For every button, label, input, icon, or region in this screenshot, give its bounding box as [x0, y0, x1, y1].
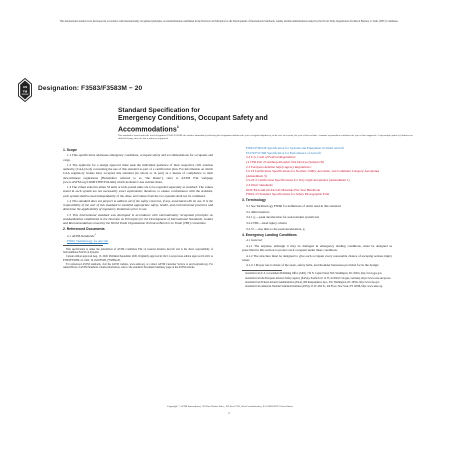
issue-note: This standard is issued under the fixed designation F3583/F3583M; the number immediately following the designation indicates the year of original adoption or, in the case of revision, the year of last revision. A number in parentheses indicates the year of last reapproval. A superscript epsilon (ε) indicates an editorial change since the last revision or reapproval.	[118, 134, 413, 141]
footnote-7: Available from American National Standards Institute (ANSI), 25 W. 43rd St., 4th Floor, New York, NY 10036, http://www.ansi.org.	[245, 285, 383, 289]
reference-item[interactable]: F3061-23 Standard Specifications for Safety Photographic Print	[246, 192, 330, 197]
footnote-4: Available from U.S. Government Publishing Office (GPO), 732 N. Capitol Street NW, Washington, DC 20401, http://www.gpo.gov.	[245, 272, 383, 276]
reference-item[interactable]: CS-23.3 Certification Specifications for Very Light Aeroplanes (Amendment 1)	[246, 178, 350, 183]
paragraph-1-4: 1.4 This standard does not purport to address all of the safety concerns, if any, associated with its use. It is the responsibility of the user of this standard to establish appropriate safety, health, and environmental practices and determine the applicability of regulatory limitations prior to use.	[63, 199, 213, 212]
paragraph-4-1-1: 4.1.1 The airplane, although it may be damaged in emergency landing conditions, must be designed as prescribed in this section to protect each occupant under these conditions.	[242, 243, 392, 252]
footnote-2: Current edition approved Aug. 15, 2020. Published September 2020. Originally approved in 2021. Last previous edition approved in 2021 as F3583/F3583M–21. DOI: 10.1520/F3583_F3583M-20.	[63, 255, 213, 262]
reference-subheading: 2.3 European Aviation Safety Agency Regulations:	[246, 164, 312, 169]
astm-standards-subheading: 2.1 ASTM Standards:$^2$	[67, 232, 97, 238]
reference-subheading: 2.4 Other Standards:	[246, 182, 274, 187]
title-line-2: Emergency Conditions, Occupant Safety and	[118, 115, 268, 122]
reference-item[interactable]: F3179/F3179M Specification for Performance of Aircraft	[246, 150, 321, 155]
reference-subheading: 2.2 U.S. Code of Federal Regulations:	[246, 155, 297, 160]
svg-text:TM: TM	[22, 89, 28, 94]
svg-text:AS: AS	[22, 85, 28, 90]
footnote-divider	[242, 270, 282, 271]
reference-item[interactable]: F3061/F3061M Specification for Systems and Equipment in Small Aircraft	[246, 146, 344, 150]
paragraph-4-1-2: 4.1.2 The structure must be designed to give each occupant every reasonable chance of escaping serious injury when:	[242, 253, 392, 262]
paragraph-1-5: 1.5 This international standard was developed in accordance with internationally recognized principles on standardization established in the Decision on Principles for the Development of International Standards, Guides and Recommendations issued by the World Trade Organization Technical Barriers to Trade (TBT) Committee.	[63, 213, 213, 226]
left-column	[63, 146, 213, 271]
title-line-3: Accommodations$^1$	[118, 124, 179, 134]
astm-logo-icon	[18, 78, 32, 102]
section-1-heading: 1. Scope	[63, 148, 77, 152]
designation: Designation: F3583/F3583M − 20	[38, 85, 143, 92]
standard-title	[118, 107, 418, 135]
paragraph-1-3: 1.3 The values stated in either SI units or inch-pound units are to be regarded separately as standard. The values stated in each system are not necessarily exact equivalents; therefore, to ensure conformance with the standard, each system shall be used independently of the other, and values from the two systems shall not be combined.	[63, 185, 213, 198]
reference-item[interactable]: DOT/FAA/AR-00 Aircraft Materials Fire Test Handbook	[246, 187, 321, 192]
paragraph-3-2-1: 3.2.1 gₓ—peak deceleration for seat/restraint system test	[246, 215, 320, 220]
footnote-divider	[63, 245, 103, 246]
paragraph-4-1-2-1: 4.1.2.1 Proper use is made of the seats, safety belts, and shoulder harnesses provided for in the design;	[246, 263, 380, 268]
paragraph-3-1: 3.1 See Terminology F3060 for definitions of terms used in this standard.	[246, 203, 342, 208]
right-column	[242, 146, 392, 290]
section-2-heading: 2. Referenced Documents	[63, 227, 105, 232]
reference-item[interactable]: CS 23 Certification Specifications for Normal, Utility, Aerobatic, and Commuter Category Aeroplanes (Amendment 3)	[246, 169, 380, 178]
footnote-6: Available from Federal Aviation Administration (FAA), 800 Independence Ave., SW, Washington, DC 20591, http://www.faa.gov.	[245, 281, 380, 284]
paragraph-1-1: 1.1 This specification addresses emergency conditions, occupant safety and accommodations for occupants and cargo.	[63, 153, 213, 162]
section-4-heading: 4. Emergency Landing Conditions	[242, 232, 297, 237]
footnote-1: This specification is under the jurisdiction of ASTM Committee F44 on General Aviation Aircraft and is the direct responsibility of Subcommittee F44.50 on Systems.	[63, 247, 213, 254]
paragraph-3-2: 3.2 Abbreviations:	[246, 209, 271, 214]
title-footnote-mark: 1	[176, 124, 179, 130]
title-line-1: Standard Specification for	[118, 107, 201, 114]
standards-notice: This international standard was developed in accordance with internationally recognized principles on standardization established in the Decision on Principles for the Development of International Standards, Guides and Recommendations issued by the World Trade Organization Technical Barriers to Trade (TBT) Committee.	[59, 20, 399, 23]
footnote-5: Available from the European Aviation Safety Agency (EASA), Postfach 10 12 53, D-50452 Cologne, Germany, https://www.easa.europa.eu/.	[245, 276, 392, 280]
copyright-line: Copyright © ASTM International, 100 Barr Harbor Drive, PO Box C700, West Conshohocken, PA 19428-2959. United States	[167, 405, 293, 408]
reference-item[interactable]: 14 CFR Part 23 Anthropomorphic Test Devices (Subpart B)	[246, 160, 324, 165]
footnote-3: For referenced ASTM standards, visit the ASTM website, www.astm.org, or contact ASTM Customer Service at service@astm.org. For Annual Book of ASTM Standards volume information, refer to the standard's Document Summary page on the ASTM website.	[63, 263, 213, 270]
reference-f3061[interactable]: F3061 Terminology for Aircraft	[67, 239, 109, 244]
paragraph-3-2-2: 3.2.2 HIC—head injury criteria	[246, 220, 287, 225]
section-3-heading: 3. Terminology	[242, 198, 266, 203]
page-number: 1	[228, 411, 230, 415]
paragraph-3-2-3: 3.2.3 tᵣ—rise time to the peak deceleration, gₓ	[246, 226, 306, 231]
paragraph-4-1: 4.1 General:	[246, 238, 263, 243]
paragraph-1-2: 1.2 The applicant for a design approval must seek the individual guidance of their respective civil aviation authority (CAA) body concerning the use of this standard as part of a certification plan. For information on which CAA regulatory bodies have accepted this standard (in whole or in part) as a means of compliance to their airworthiness regulations (Hereinafter referred to as "the Rules"), refer to ASTM F44 webpage (www.ASTM.org/COMITTEE/F44.htm) which includes CAA website links.	[63, 163, 213, 184]
